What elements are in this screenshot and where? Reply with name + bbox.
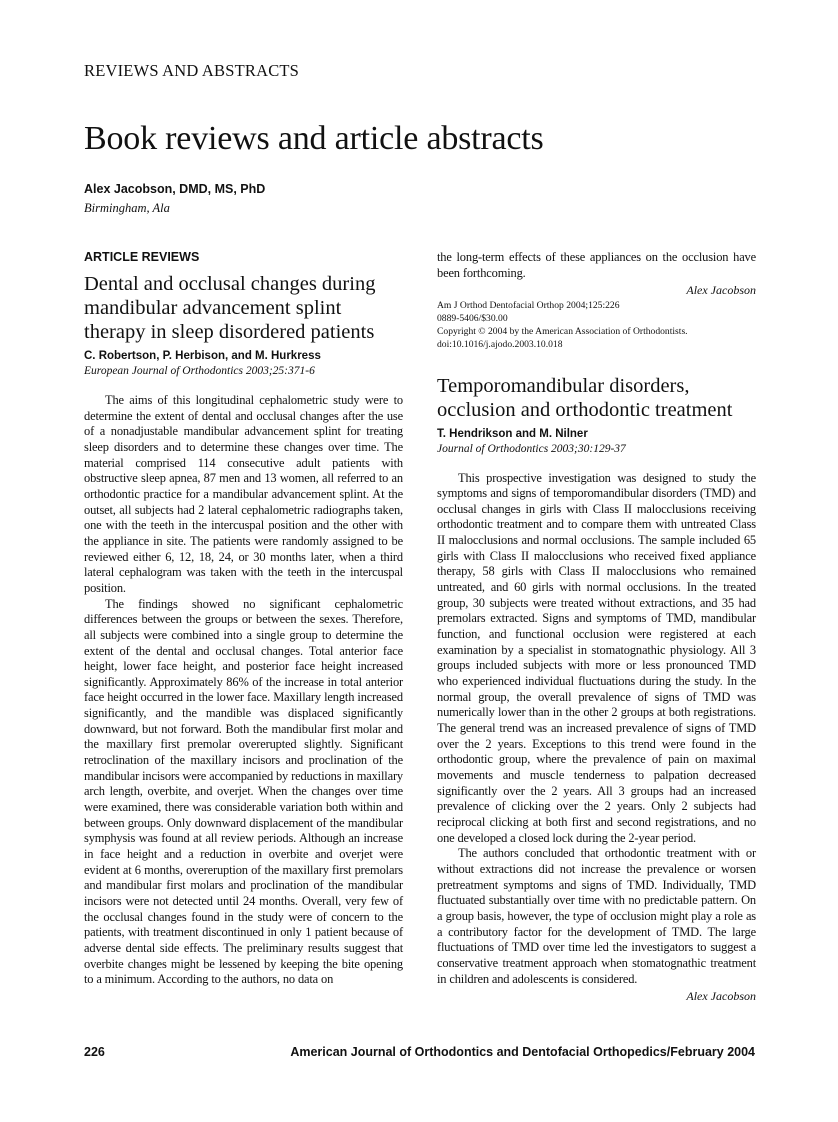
article1-continuation: the long-term effects of these appliances on the occlusion have been forthcoming. bbox=[437, 250, 756, 280]
article2-title: Temporomandibular disorders, occlusion and orthodontic treatment bbox=[437, 374, 733, 421]
page-title: Book reviews and article abstracts bbox=[84, 120, 544, 157]
category-heading: ARTICLE REVIEWS bbox=[84, 250, 200, 264]
article1-journal: European Journal of Orthodontics 2003;25:371-6 bbox=[84, 365, 315, 377]
article2-journal: Journal of Orthodontics 2003;30:129-37 bbox=[437, 442, 626, 455]
reviewer-affiliation: Birmingham, Ala bbox=[84, 201, 170, 215]
footer-journal: American Journal of Orthodontics and Dentofacial Orthopedics/February 2004 bbox=[290, 1045, 755, 1059]
citation-journal: Am J Orthod Dentofacial Orthop 2004;125:226 bbox=[437, 300, 620, 312]
article1-authors: C. Robertson, P. Herbison, and M. Hurkress bbox=[84, 350, 321, 362]
citation-doi: doi:10.1016/j.ajodo.2003.10.018 bbox=[437, 338, 563, 350]
left-column bbox=[84, 250, 403, 988]
page-number: 226 bbox=[84, 1045, 105, 1059]
article2-paragraph: The authors concluded that orthodontic treatment with or without extractions did not increase the prevalence or worsen pretreatment symptoms and signs of TMD. Individually, TMD fluctuated substantially over time with no predictable pattern. On a group basis, however, the type of occlusion might play a role as a contributory factor for the development of TMD. The large fluctuations of TMD over time led the investigators to suggest a conservative treatment approach when stomatognathic treatment in children and adolescents is considered. bbox=[437, 846, 756, 986]
article1-paragraph: The findings showed no significant cephalometric differences between the groups or between the sexes. Therefore, all subjects were combined into a single group to determine the extent of the dental and occlusal changes. Total anterior face height, lower face height, and posterior face height increased significantly. Approximately 86% of the increase in total anterior face height occurred in the lower face. Maxillary length increased significantly, and the mandible was displaced significantly downward, but not forward. Both the mandibular first molar and the maxillary first premolar overerupted slightly. Significant retroclination of the maxillary incisors and proclination of the mandibular incisors were accompanied by reductions in maxillary arch length, overbite, and overjet. When the changes over time were examined, there was considerable variation both within and between groups. Only downward displacement of the mandibular symphysis was found at all review periods. Although an increase in face height and a reduction in overbite and overjet were evident at 6 months, overeruption of the maxillary first premolars and mandibular first molars and proclination of the mandibular incisors were not detected until 24 months. Overall, very few of the occlusal changes found in the study were of concern to the patients, with treatment discontinued in only 1 patient because of adverse dental side effects. The preliminary results suggest that overbite changes might be lessened by keeping the bite opening to a minimum. According to the authors, no data on bbox=[84, 596, 404, 987]
citation-copyright: Copyright © 2004 by the American Association of Orthodontists. bbox=[437, 325, 688, 337]
article1-paragraph: The aims of this longitudinal cephalometric study were to determine the extent of dental and occlusal changes after the use of a nonadjustable mandibular advancement splint for treating sleep disorders and to determine these changes over time. The material comprised 114 consecutive adult patients with obstructive sleep apnea, 87 men and 13 women, all referred to an orthodontic practice for a mandibular advancement splint. At the outset, all subjects had 2 lateral cephalometric radiographs taken, one with the teeth in the intercuspal position and the other with the appliance in site. The patients were randomly assigned to be reviewed either 6, 12, 18, 24, or 30 months later, when a third lateral cephalogram was taken with the teeth in the intercuspal position. bbox=[84, 393, 403, 595]
article2-authors: T. Hendrikson and M. Nilner bbox=[437, 427, 588, 440]
right-column bbox=[437, 250, 756, 1006]
reviewer-name: Alex Jacobson, DMD, MS, PhD bbox=[84, 182, 266, 196]
section-header: REVIEWS AND ABSTRACTS bbox=[84, 61, 300, 80]
article2-signature: Alex Jacobson bbox=[686, 989, 756, 1004]
citation-block bbox=[437, 300, 756, 351]
article2-paragraph: This prospective investigation was designed to study the symptoms and signs of temporomandibular disorders (TMD) and occlusal changes in girls with Class II malocclusions receiving orthodontic treatment and to compare them with untreated Class II malocclusions and normal occlusions. The sample included 65 girls with Class II malocclusions who received fixed appliance therapy, 58 girls with Class II malocclusions who remained untreated, and 60 girls with normal occlusions. In the treated group, 30 subjects were treated without extractions, and 35 had premolars extracted. Signs and symptoms of TMD, mandibular function, and functional occlusion were registered at each examination by a specialist in stomatognathic physiology. All 3 groups included subjects with more or less pronounced TMD who experienced individual fluctuations during the study. In the normal group, the overall prevalence of signs of TMD was numerically lower than in the other 2 groups at both registrations. The general trend was an increased prevalence of signs of TMD over the 2 years. Exceptions to this trend were found in the orthodontic group, where the prevalence of pain on maximal movements and muscle tenderness to palpation decreased significantly over the 2 years. All 3 groups had an increased prevalence of clicking over the 2 years. Only 2 subjects had reciprocal clicking at both first and second registrations, and no one developed a closed lock during the 2-year period. bbox=[437, 470, 756, 845]
citation-issn: 0889-5406/$30.00 bbox=[437, 313, 508, 325]
article1-title: Dental and occlusal changes during mandibular advancement splint therapy in sleep disordered patients bbox=[84, 273, 376, 343]
article1-signature: Alex Jacobson bbox=[686, 283, 756, 298]
